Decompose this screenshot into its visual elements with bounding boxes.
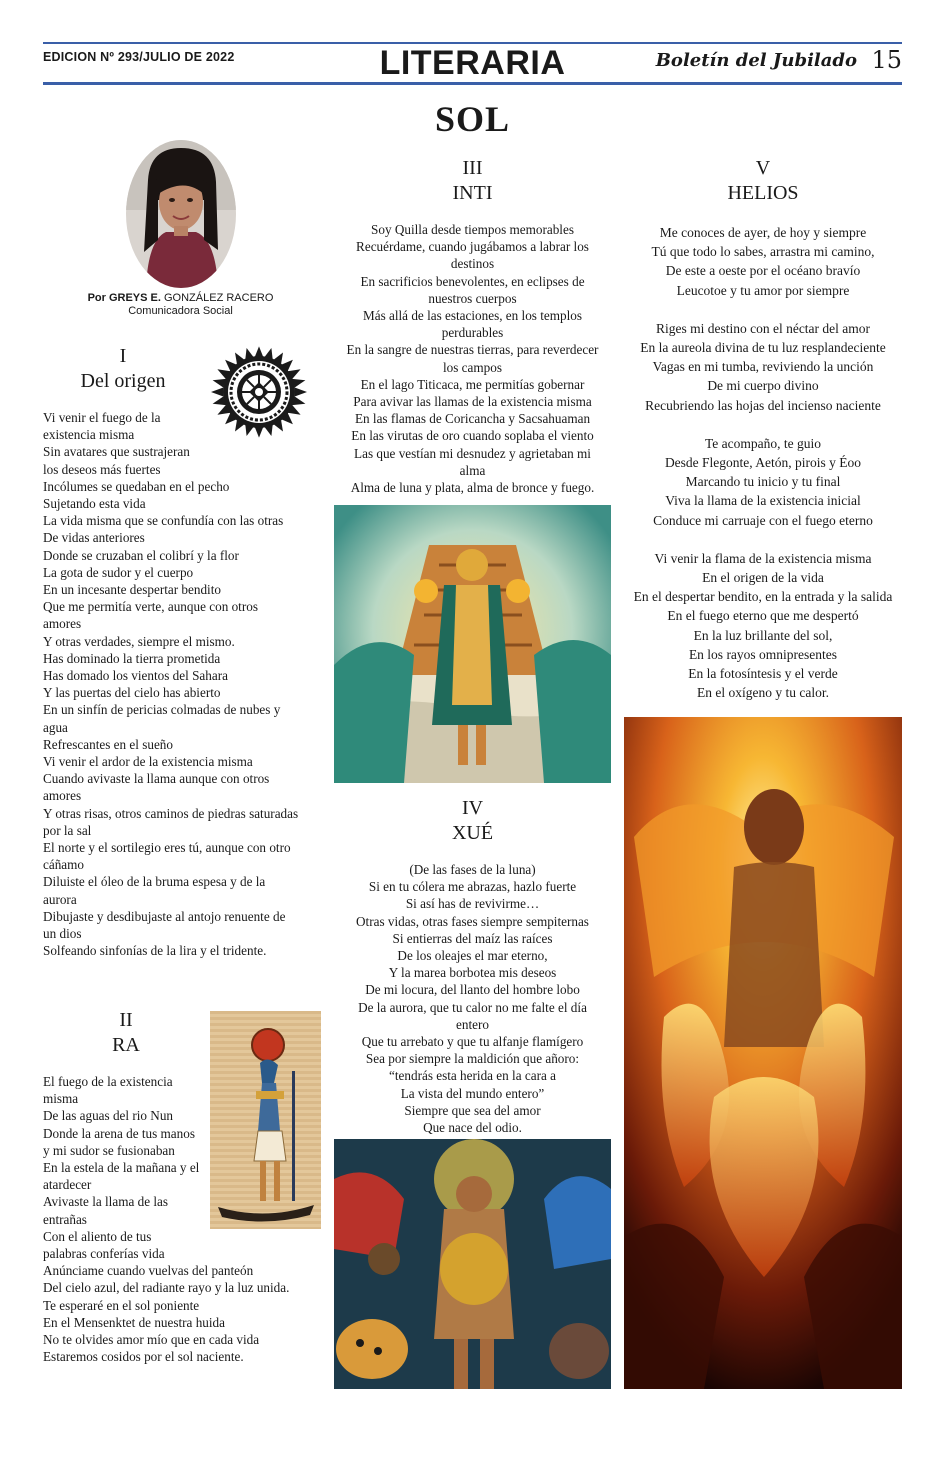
poem-line: En un sinfín de pericias colmadas de nubes y — [43, 702, 281, 718]
poem-4-numeral: IV — [461, 797, 484, 819]
poem-3-numeral: III — [462, 157, 483, 179]
poem-line: agua — [43, 719, 68, 735]
poem-4-body — [334, 861, 611, 1136]
poem-line: existencia misma — [43, 427, 135, 443]
poem-line: Y las puertas del cielo has abierto — [43, 685, 221, 701]
poem-3-name: INTI — [452, 182, 493, 204]
poem-line: Para avivar las llamas de la existencia misma — [353, 394, 592, 410]
poem-line: De la aurora, que tu calor no me falte el día — [358, 999, 587, 1015]
fire-helios-illustration — [624, 717, 902, 1389]
edition-label: EDICION Nº 293/JULIO DE 2022 — [43, 50, 235, 64]
poem-line: El norte y el sortilegio eres tú, aunque con otro — [43, 840, 291, 856]
poem-line: Alma de luna y plata, alma de bronce y fuego. — [350, 480, 595, 496]
poem-3-title — [334, 156, 611, 206]
poem-line: No te olvides amor mío que en cada vida — [43, 1332, 260, 1348]
poem-line: El fuego de la existencia — [43, 1074, 173, 1089]
poem-line: nuestros cuerpos — [428, 290, 517, 306]
poem-line: De mi cuerpo divino — [707, 378, 819, 394]
poem-line: Que me permitía verte, aunque con otros — [43, 599, 258, 615]
poem-line: La gota de sudor y el cuerpo — [43, 564, 194, 580]
inti-illustration — [334, 505, 611, 783]
poem-line: En las virutas de oro cuando soplaba el viento — [351, 428, 594, 444]
poem-line: Más allá de las estaciones, en los templos — [362, 308, 582, 324]
poem-line: Refrescantes en el sueño — [43, 736, 173, 752]
poem-line: amores — [43, 616, 82, 632]
poem-line: En el fuego eterno que me despertó — [667, 608, 859, 624]
poem-line: Del cielo azul, del radiante rayo y la luz unida. — [43, 1280, 290, 1296]
poem-line: En sacrificios benevolentes, en eclipses de — [360, 273, 585, 289]
poem-line: Has domado los vientos del Sahara — [43, 668, 228, 684]
publication-name: Boletín del Jubilado — [655, 50, 857, 71]
poem-2-body — [43, 1073, 333, 1365]
poem-line: Marcando tu inicio y tu final — [685, 474, 841, 490]
poem-line: En los rayos omnipresentes — [688, 646, 838, 662]
poem-line: Vi venir la flama de la existencia misma — [654, 550, 872, 566]
page-number: 15 — [871, 46, 902, 74]
poem-1-body — [43, 409, 333, 960]
poem-line: Tú que todo lo sabes, arrastra mi camino, — [651, 244, 875, 260]
poem-line: En el origen de la vida — [702, 570, 824, 586]
poem-1-title — [43, 344, 203, 394]
poem-line: Las que vestían mi desnudez y agrietaban mi — [354, 445, 591, 461]
poem-line: La vista del mundo entero” — [400, 1085, 545, 1101]
poem-line: En el lago Titicaca, me permitías gobernar — [360, 376, 585, 392]
poem-line: Vi venir el fuego de la — [43, 410, 161, 425]
poem-line: Dibujaste y desdibujaste al antojo renuente de — [43, 908, 286, 924]
author-byline — [43, 292, 318, 304]
poem-5-title — [624, 156, 902, 206]
stanza-gap — [624, 415, 902, 434]
poem-line: Leucotoe y tu amor por siempre — [676, 282, 850, 298]
poem-line: De las aguas del rio Nun — [43, 1108, 174, 1124]
poem-line: entero — [456, 1016, 489, 1032]
poem-5-body — [624, 223, 902, 702]
poem-line: Solfeando sinfonías de la lira y el tridente. — [43, 943, 267, 959]
poem-line: Diluiste el óleo de la bruma espesa y de la — [43, 874, 266, 890]
poem-line: Riges mi destino con el néctar del amor — [655, 320, 871, 336]
poem-line: Anúnciame cuando vuelvas del panteón — [43, 1263, 254, 1279]
poem-line: Viva la llama de la existencia inicial — [665, 493, 861, 509]
author-role: Comunicadora Social — [128, 305, 233, 317]
poem-line: los deseos más fuertes — [43, 461, 161, 477]
poem-5-name: HELIOS — [727, 182, 799, 204]
poem-line: Que nace del odio. — [423, 1120, 522, 1136]
poem-line: aurora — [43, 891, 77, 907]
poem-4-title — [334, 796, 611, 846]
poem-line: Con el aliento de tus — [43, 1228, 152, 1244]
poem-line: De vidas anteriores — [43, 530, 145, 546]
poem-line: “tendrás esta herida en la cara a — [389, 1068, 556, 1084]
poem-2-name: RA — [112, 1034, 140, 1056]
poem-line: En el despertar bendito, en la entrada y la salida — [633, 589, 893, 605]
poem-line: y mi sudor se fusionaban — [43, 1142, 175, 1158]
poem-line: En un incesante despertar bendito — [43, 582, 221, 598]
poem-line: Vi venir el ardor de la existencia misma — [43, 754, 253, 770]
poem-1-name: Del origen — [80, 370, 166, 392]
poem-line: Y otras risas, otros caminos de piedras saturadas — [43, 805, 299, 821]
header-bottom-rule — [43, 82, 902, 85]
poem-line: En la fotosíntesis y el verde — [688, 666, 838, 682]
poem-line: Sea por siempre la maldición que añoro: — [365, 1051, 580, 1067]
poem-line: entrañas — [43, 1211, 87, 1227]
poem-line: Recuérdame, cuando jugábamos a labrar los — [356, 239, 589, 255]
poem-line: Te esperaré en el sol poniente — [43, 1297, 200, 1313]
poem-line: Siempre que sea del amor — [404, 1102, 541, 1118]
page-title: SOL — [434, 99, 511, 139]
poem-line: Has dominado la tierra prometida — [43, 650, 221, 666]
poem-line: Otras vidas, otras fases siempre sempiternas — [356, 913, 589, 929]
poem-line: Si entierras del maíz las raíces — [392, 930, 553, 946]
poem-4-name: XUÉ — [451, 822, 494, 844]
poem-line: De los oleajes el mar eterno, — [397, 948, 548, 964]
poem-line: Estaremos cosidos por el sol naciente. — [43, 1349, 244, 1365]
poem-line: por la sal — [43, 822, 92, 838]
xue-illustration — [334, 1139, 611, 1389]
poem-line: En las flamas de Coricancha y Sacsahuaman — [354, 411, 591, 427]
poem-line: Incólumes se quedaban en el pecho — [43, 478, 230, 494]
poem-line: atardecer — [43, 1177, 92, 1193]
poem-line: cáñamo — [43, 857, 85, 873]
poem-line: Si en tu cólera me abrazas, hazlo fuerte — [368, 879, 577, 895]
poem-line: los campos — [443, 359, 502, 375]
poem-line: Desde Flegonte, Aetón, pirois y Éoo — [664, 455, 862, 471]
poem-line: De este a oeste por el océano bravío — [665, 263, 861, 279]
poem-line: Sin avatares que sustrajeran — [43, 444, 190, 460]
poem-line: Avivaste la llama de las — [43, 1194, 168, 1210]
poem-line: alma — [459, 462, 486, 478]
poem-line: Me conoces de ayer, de hoy y siempre — [659, 225, 867, 240]
poem-line: Recubriendo las hojas del incienso naciente — [645, 397, 881, 413]
stanza-gap — [624, 300, 902, 319]
poem-line: Si así has de revivirme… — [405, 896, 540, 912]
section-title: LITERARIA — [379, 44, 566, 82]
poem-line: misma — [43, 1091, 79, 1107]
poem-line: En el oxígeno y tu calor. — [697, 685, 829, 701]
poem-line: Que tu arrebato y que tu alfanje flamígero — [361, 1034, 584, 1050]
author-name: GONZÁLEZ RACERO — [164, 292, 274, 304]
poem-line: perdurables — [441, 325, 504, 341]
poem-3-body — [334, 221, 611, 496]
poem-line: Conduce mi carruaje con el fuego eterno — [653, 512, 873, 528]
poem-line: En la aureola divina de tu luz resplandeciente — [640, 340, 886, 356]
poem-line: La vida misma que se confundía con las otras — [43, 513, 284, 529]
poem-line: De mi locura, del llanto del hombre lobo — [365, 982, 580, 998]
poem-line: En la sangre de nuestras tierras, para reverdecer — [346, 342, 599, 358]
poem-line: En la luz brillante del sol, — [693, 627, 833, 643]
poem-line: amores — [43, 788, 82, 804]
poem-2-numeral: II — [119, 1009, 133, 1031]
poem-line: Vagas en mi tumba, reviviendo la unción — [652, 359, 874, 375]
poem-line: Soy Quilla desde tiempos memorables — [371, 222, 574, 237]
poem-line: En la estela de la mañana y el — [43, 1160, 200, 1176]
author-prefix: Por GREYS E. — [87, 292, 161, 304]
poem-line: (De las fases de la luna) — [409, 862, 536, 877]
poem-line: En el Mensenktet de nuestra huida — [43, 1314, 226, 1330]
poem-line: Te acompaño, te guio — [704, 435, 821, 451]
poem-line: Y la marea borbotea mis deseos — [388, 965, 557, 981]
poem-line: palabras conferías vida — [43, 1246, 165, 1262]
poem-line: Sujetando esta vida — [43, 496, 146, 512]
poem-5-numeral: V — [755, 157, 771, 179]
poem-2-title — [43, 1008, 209, 1058]
poem-line: un dios — [43, 926, 82, 942]
poem-line: Donde se cruzaban el colibrí y la flor — [43, 547, 239, 563]
poem-1-numeral: I — [119, 345, 127, 367]
poem-line: Donde la arena de tus manos — [43, 1125, 195, 1141]
stanza-gap — [624, 530, 902, 549]
poem-line: destinos — [450, 256, 495, 272]
poem-line: Cuando avivaste la llama aunque con otros — [43, 771, 270, 787]
author-photo — [126, 140, 236, 288]
poem-line: Y otras verdades, siempre el mismo. — [43, 633, 235, 649]
